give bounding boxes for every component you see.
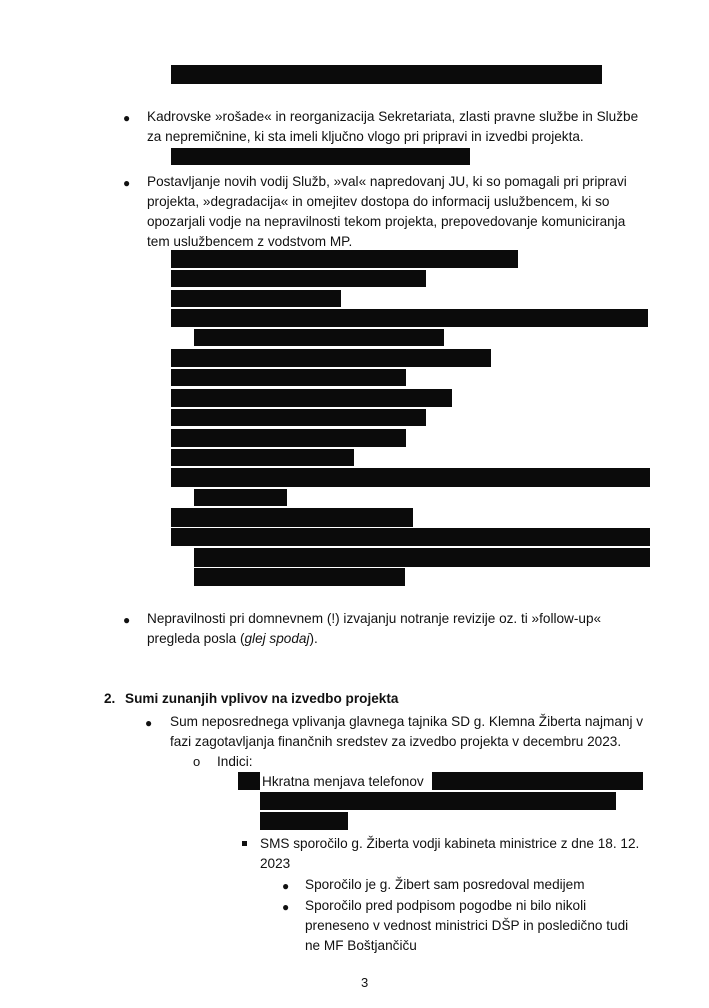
circle-bullet-icon: o — [193, 754, 201, 769]
redaction-bar — [171, 65, 602, 84]
section2-bullet-line-1: Sum neposrednega vplivanja glavnega tajnika SD g. Klemna Žiberta najmanj v — [170, 714, 644, 729]
redaction-bar — [194, 568, 405, 586]
redaction-bar — [171, 528, 650, 546]
redaction-bar — [171, 508, 413, 527]
redaction-bar — [194, 548, 650, 567]
bullet-3-text: pregleda posla ( — [147, 631, 245, 646]
redaction-bar — [171, 270, 426, 287]
bullet-2-line-2: projekta, »degradacija« in omejitev dostopa do informacij uslužbencem, ki so — [147, 194, 610, 209]
redaction-bar — [171, 409, 426, 426]
bullet-2-line-1: Postavljanje novih vodij Služb, »val« napredovanj JU, ki so pomagali pri pripravi — [147, 174, 627, 189]
section-number: 2. — [104, 691, 116, 706]
square-bullet-icon — [242, 841, 247, 846]
item-2-line-1: SMS sporočilo g. Žiberta vodji kabineta ministrice z dne 18. 12. — [260, 836, 640, 851]
bullet-icon: ● — [282, 879, 290, 893]
sub-bullet-2-line-1: Sporočilo pred podpisom pogodbe ni bilo nikoli — [305, 898, 587, 913]
redaction-bar — [194, 489, 287, 506]
indici-label: Indici: — [217, 754, 253, 769]
bullet-icon: ● — [282, 900, 290, 914]
item-1-text: Hkratna menjava telefonov — [262, 774, 424, 789]
bullet-icon: ● — [123, 111, 131, 125]
section-heading: Sumi zunanjih vplivov na izvedbo projekta — [125, 691, 399, 706]
sub-bullet-2-line-2: preneseno v vednost ministrici DŠP in posledično tudi — [305, 918, 629, 933]
sub-bullet-2-line-3: ne MF Boštjančiču — [305, 938, 417, 953]
section2-bullet-line-2: fazi zagotavljanja finančnih sredstev za izvedbo projekta v decembru 2023. — [170, 734, 622, 749]
bullet-3-text-end: ). — [309, 631, 318, 646]
redaction-bar — [171, 250, 518, 268]
redaction-bar — [171, 468, 650, 487]
redaction-bar — [260, 792, 616, 810]
redaction-bar — [432, 772, 643, 790]
item-2-line-2: 2023 — [260, 856, 291, 871]
bullet-icon: ● — [145, 716, 153, 730]
sub-bullet-1: Sporočilo je g. Žibert sam posredoval medijem — [305, 877, 585, 892]
redaction-bar — [171, 290, 341, 307]
redaction-bar — [171, 429, 406, 447]
redaction-bar — [171, 309, 648, 327]
bullet-3-line-2 — [147, 629, 318, 650]
bullet-1-line-2: za nepremičnine, ki sta imeli ključno vlogo pri pripravi in izvedbi projekta. — [147, 129, 584, 144]
page-number: 3 — [361, 975, 369, 990]
redaction-bar — [171, 389, 452, 407]
bullet-3-line-1: Nepravilnosti pri domnevnem (!) izvajanju notranje revizije oz. ti »follow-up« — [147, 611, 602, 626]
bullet-1-line-1: Kadrovske »rošade« in reorganizacija Sekretariata, zlasti pravne službe in Službe — [147, 109, 639, 124]
bullet-2-line-3: opozarjali vodje na nepravilnosti tekom projekta, prepovedovanje komuniciranja — [147, 214, 626, 229]
redaction-bar — [194, 329, 444, 346]
bullet-icon: ● — [123, 613, 131, 627]
bullet-icon: ● — [123, 176, 131, 190]
redaction-bar — [171, 449, 354, 466]
redaction-bar — [171, 369, 406, 386]
redaction-bar — [171, 349, 491, 367]
redaction-bar — [238, 772, 260, 790]
bullet-2-line-4: tem uslužbencem z vodstvom MP. — [147, 234, 353, 249]
redaction-bar — [171, 148, 470, 165]
redaction-bar — [260, 812, 348, 830]
bullet-3-italic: glej spodaj — [244, 631, 310, 646]
